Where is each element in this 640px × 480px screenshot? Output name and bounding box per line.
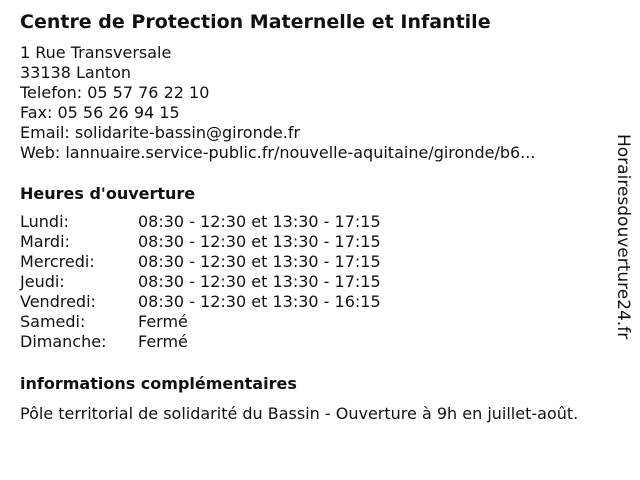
day-label: Samedi:: [20, 312, 86, 331]
hours-row-jeudi: [20, 272, 381, 292]
info-text: Pôle territorial de solidarité du Bassin - Ouverture à 9h en juillet-août.: [20, 404, 579, 423]
fax: Fax: 05 56 26 94 15: [20, 103, 180, 122]
day-hours: Fermé: [138, 312, 188, 331]
day-label: Lundi:: [20, 212, 69, 231]
hours-row-mardi: [20, 232, 381, 252]
day-label: Jeudi:: [20, 272, 65, 291]
address-street: 1 Rue Transversale: [20, 43, 172, 62]
day-hours: 08:30 - 12:30 et 13:30 - 16:15: [138, 292, 381, 311]
hours-row-dimanche: [20, 332, 381, 352]
hours-heading: Heures d'ouverture: [20, 184, 196, 203]
day-label: Dimanche:: [20, 332, 107, 351]
address-block: [20, 43, 535, 163]
email: Email: solidarite-bassin@gironde.fr: [20, 123, 301, 142]
hours-row-lundi: [20, 212, 381, 232]
hours-row-mercredi: [20, 252, 381, 272]
day-hours: Fermé: [138, 332, 188, 351]
hours-table: [20, 212, 381, 352]
day-hours: 08:30 - 12:30 et 13:30 - 17:15: [138, 232, 381, 251]
page-title: Centre de Protection Maternelle et Infantile: [20, 11, 491, 33]
day-label: Mardi:: [20, 232, 70, 251]
day-label: Vendredi:: [20, 292, 96, 311]
day-hours: 08:30 - 12:30 et 13:30 - 17:15: [138, 212, 381, 231]
day-hours: 08:30 - 12:30 et 13:30 - 17:15: [138, 252, 381, 271]
telephone: Telefon: 05 57 76 22 10: [20, 83, 210, 102]
address-city: 33138 Lanton: [20, 63, 132, 82]
watermark-text: Horairesdouverture24.fr: [613, 134, 633, 340]
day-hours: 08:30 - 12:30 et 13:30 - 17:15: [138, 272, 381, 291]
day-label: Mercredi:: [20, 252, 95, 271]
info-heading: informations complémentaires: [20, 374, 297, 393]
hours-row-samedi: [20, 312, 381, 332]
website: Web: lannuaire.service-public.fr/nouvelle-aquitaine/gironde/b6...: [20, 143, 536, 162]
hours-row-vendredi: [20, 292, 381, 312]
